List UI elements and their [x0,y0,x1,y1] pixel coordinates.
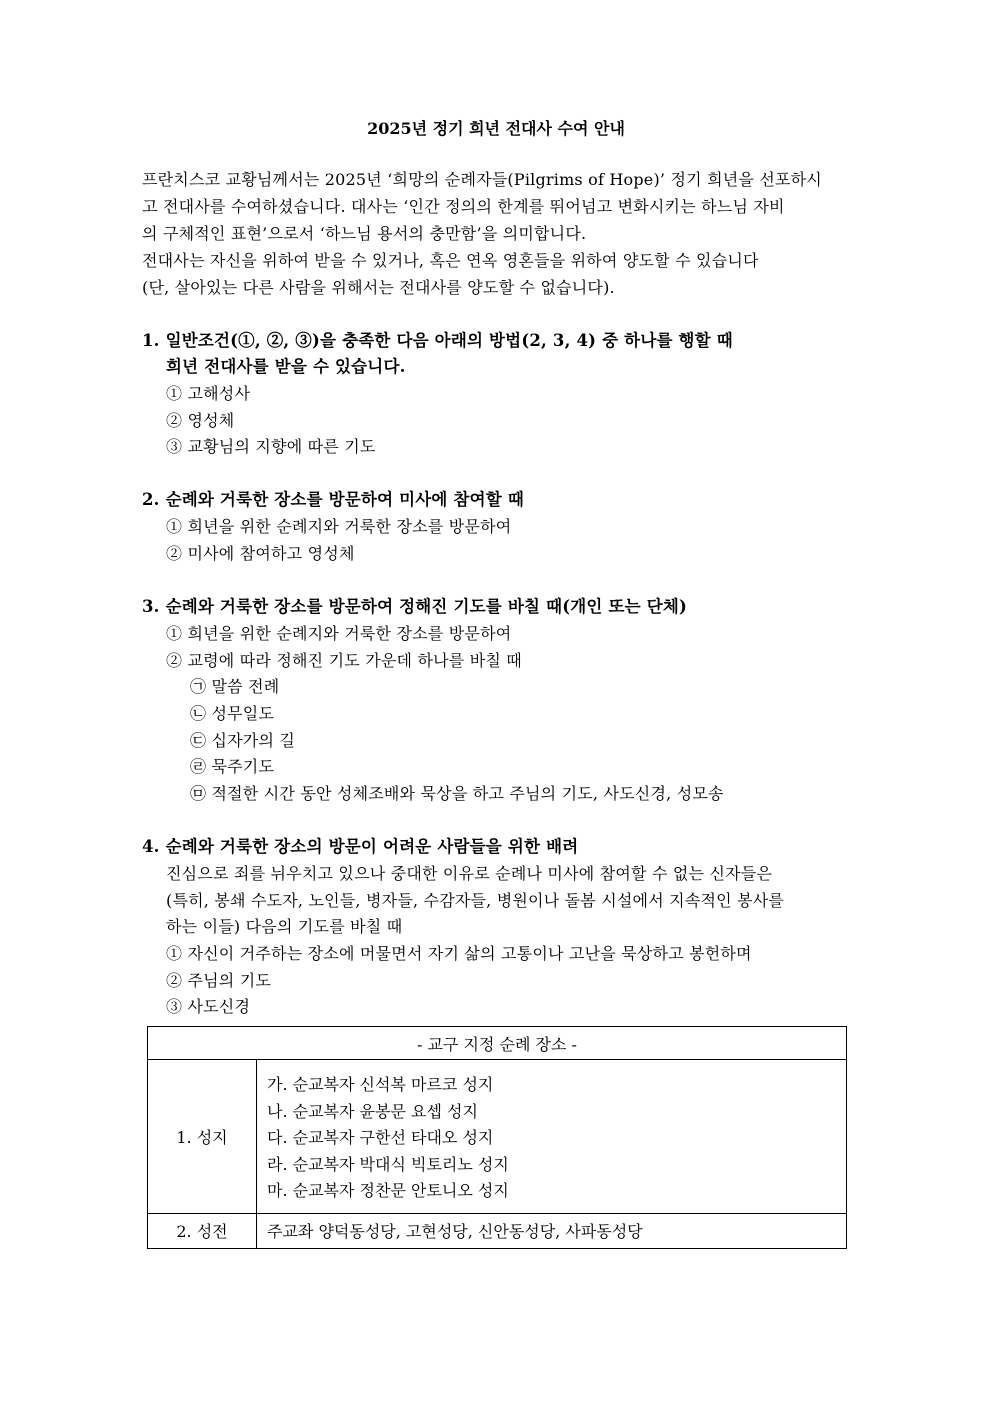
list-item: ② 영성체 [166,411,235,430]
site-item: 라. 순교복자 박대식 빅토리노 성지 [267,1154,509,1174]
table-row [148,1060,847,1214]
site-item: 가. 순교복자 신석복 마르코 성지 [267,1075,494,1094]
list-item: ① 희년을 위한 순례지와 거룩한 장소를 방문하여 [166,624,512,643]
body-line: 진심으로 죄를 뉘우치고 있으나 중대한 이유로 순례나 미사에 참여할 수 없는 신자들은 [166,864,773,883]
table-header: - 교구 지정 순례 장소 - [148,1027,847,1060]
list-item: ② 교령에 따라 정해진 기도 가운데 하나를 바칠 때 [166,651,522,670]
sub-list-item: ㉡ 성무일도 [190,704,275,723]
site-item: 다. 순교복자 구한선 타대오 성지 [267,1128,494,1147]
list-item: ① 자신이 거주하는 장소에 머물면서 자기 삶의 고통이나 고난을 묵상하고 봉헌하며 [166,944,752,963]
table-site-list [257,1060,847,1214]
list-item: ① 고해성사 [166,384,251,403]
list-item: ① 희년을 위한 순례지와 거룩한 장소를 방문하여 [166,517,512,536]
intro-line: 전대사는 자신을 위하여 받을 수 있거나, 혹은 연옥 영혼들을 위하여 양도할 수 있습니다 [142,251,759,270]
table-row [148,1213,847,1248]
list-item: ② 미사에 참여하고 영성체 [166,544,355,563]
site-item: 나. 순교복자 윤봉문 요셉 성지 [267,1101,478,1121]
intro-line: 고 전대사를 수여하셨습니다. 대사는 ‘인간 정의의 한계를 뛰어넘고 변화시키는 하느님 자비 [142,197,785,216]
document-title: 2025년 정기 희년 전대사 수여 안내 [367,119,625,138]
intro-line: 프란치스코 교황님께서는 2025년 ‘희망의 순례자들(Pilgrims of Hope)’ 정기 희년을 선포하시 [142,170,822,189]
pilgrimage-places-table [147,1026,847,1249]
list-item: ③ 사도신경 [166,997,251,1016]
site-item: 마. 순교복자 정찬문 안토니오 성지 [267,1181,509,1200]
section4-heading: 4. 순례와 거룩한 장소의 방문이 어려운 사람들을 위한 배려 [142,837,579,856]
list-item: ③ 교황님의 지향에 따른 기도 [166,437,376,456]
table-category-shrine: 1. 성지 [148,1060,257,1214]
section1-heading: 1. 일반조건(①, ②, ③)을 충족한 다음 아래의 방법(2, 3, 4) 중 하나를 행할 때 [142,331,733,350]
list-item: ② 주님의 기도 [166,971,272,990]
table-category-church: 2. 성전 [148,1213,257,1248]
table-church-list: 주교좌 양덕동성당, 고현성당, 신안동성당, 사파동성당 [257,1213,847,1248]
intro-line: 의 구체적인 표현’으로서 ‘하느님 용서의 충만함’을 의미합니다. [142,224,587,243]
section2-heading: 2. 순례와 거룩한 장소를 방문하여 미사에 참여할 때 [142,490,525,509]
body-line: 하는 이들) 다음의 기도를 바칠 때 [166,917,403,936]
sub-list-item: ㉣ 묵주기도 [190,757,275,776]
section1-heading-cont: 희년 전대사를 받을 수 있습니다. [166,357,406,376]
sub-list-item: ㉤ 적절한 시간 동안 성체조배와 묵상을 하고 주님의 기도, 사도신경, 성모송 [190,784,724,803]
sub-list-item: ㉢ 십자가의 길 [190,731,296,750]
intro-line: (단, 살아있는 다른 사람을 위해서는 전대사를 양도할 수 없습니다). [142,278,615,297]
body-line: (특히, 봉쇄 수도자, 노인들, 병자들, 수감자들, 병원이나 돌봄 시설에서 지속적인 봉사를 [166,891,785,910]
sub-list-item: ㉠ 말씀 전례 [190,677,280,696]
section3-heading: 3. 순례와 거룩한 장소를 방문하여 정해진 기도를 바칠 때(개인 또는 단체) [142,597,687,616]
